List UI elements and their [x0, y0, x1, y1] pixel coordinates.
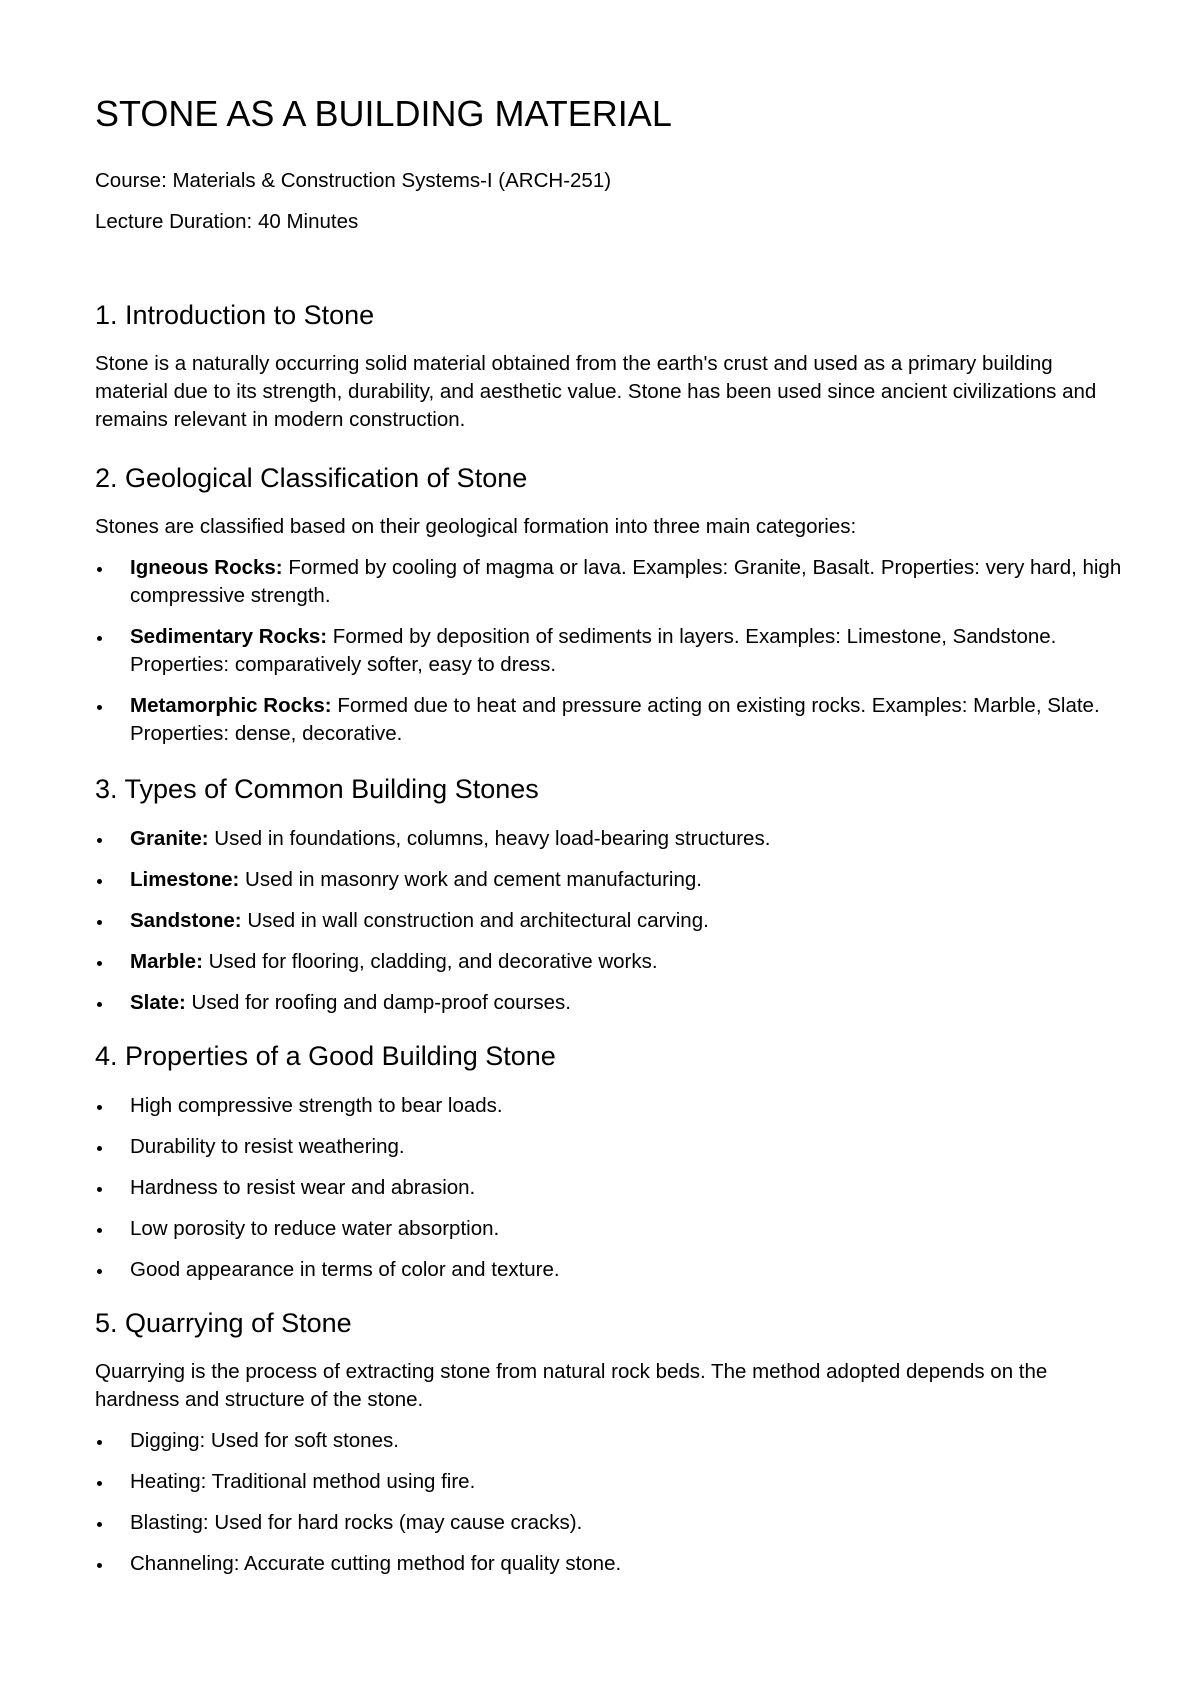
list-item — [95, 623, 1125, 679]
section-heading-types: 3. Types of Common Building Stones — [95, 774, 539, 804]
list-item — [95, 866, 1125, 894]
list-item — [95, 1509, 1125, 1537]
list-item-text: Used in masonry work and cement manufacturing. — [239, 868, 702, 891]
list-item — [95, 948, 1125, 976]
list-item — [95, 1427, 1125, 1455]
section-paragraph-quarrying: Quarrying is the process of extracting stone from natural rock beds. The method adopted depends on the hardness and structure of the stone. — [95, 1360, 1048, 1411]
bullet-icon — [97, 1563, 102, 1568]
list-item-text: Good appearance in terms of color and texture. — [130, 1258, 560, 1281]
bullet-icon — [97, 1187, 102, 1192]
properties-list — [95, 1092, 1125, 1297]
list-item-text: Digging: Used for soft stones. — [130, 1429, 399, 1452]
list-item-term: Granite: — [130, 827, 209, 850]
bullet-icon — [97, 1522, 102, 1527]
section-heading-quarrying: 5. Quarrying of Stone — [95, 1308, 352, 1338]
list-item — [95, 989, 1125, 1017]
list-item-term: Sandstone: — [130, 909, 242, 932]
bullet-icon — [97, 838, 102, 843]
bullet-icon — [97, 920, 102, 925]
section-paragraph-introduction: Stone is a naturally occurring solid material obtained from the earth's crust and used as a primary building material due to its strength, durability, and aesthetic value. Stone has been used since ancient civilizations and remains relevant in modern construction. — [95, 352, 1097, 431]
list-item — [95, 825, 1125, 853]
types-list — [95, 825, 1125, 1030]
list-item — [95, 1468, 1125, 1496]
document-title: STONE AS A BUILDING MATERIAL — [95, 93, 672, 134]
list-item-text: Durability to resist weathering. — [130, 1135, 405, 1158]
list-item-text: Used for flooring, cladding, and decorative works. — [202, 950, 658, 973]
list-item — [95, 554, 1125, 610]
list-item — [95, 692, 1125, 748]
list-item — [95, 1092, 1125, 1120]
list-item-text: Formed by cooling of magma or lava. Examples: Granite, Basalt. Properties: very hard, high compressive strength. — [130, 556, 1122, 607]
bullet-icon — [97, 1105, 102, 1110]
course-line: Course: Materials & Construction Systems-I (ARCH-251) — [95, 169, 612, 192]
bullet-icon — [97, 1440, 102, 1445]
list-item-text: Formed by deposition of sediments in layers. Examples: Limestone, Sandstone. Properties: comparatively softer, easy to dress. — [130, 625, 1057, 676]
list-item-text: Blasting: Used for hard rocks (may cause cracks). — [130, 1511, 583, 1534]
bullet-icon — [97, 1002, 102, 1007]
list-item-text: Channeling: Accurate cutting method for quality stone. — [130, 1552, 622, 1575]
classification-list — [95, 554, 1125, 761]
section-heading-introduction: 1. Introduction to Stone — [95, 300, 375, 330]
list-item-text: Used in foundations, columns, heavy load-bearing structures. — [208, 827, 771, 850]
list-item-text: High compressive strength to bear loads. — [130, 1094, 503, 1117]
list-item-term: Slate: — [130, 991, 186, 1014]
list-item-text: Hardness to resist wear and abrasion. — [130, 1176, 476, 1199]
quarrying-list — [95, 1427, 1125, 1591]
list-item — [95, 1550, 1125, 1578]
list-item-term: Sedimentary Rocks: — [130, 625, 328, 648]
list-item — [95, 1133, 1125, 1161]
bullet-icon — [97, 1269, 102, 1274]
list-item-text: Used in wall construction and architectural carving. — [241, 909, 709, 932]
bullet-icon — [97, 705, 102, 710]
list-item-text: Heating: Traditional method using fire. — [130, 1470, 476, 1493]
bullet-icon — [97, 961, 102, 966]
list-item-text: Formed due to heat and pressure acting on existing rocks. Examples: Marble, Slate. Properties: dense, decorative. — [130, 694, 1100, 745]
list-item-text: Low porosity to reduce water absorption. — [130, 1217, 500, 1240]
list-item-text: Used for roofing and damp-proof courses. — [185, 991, 571, 1014]
bullet-icon — [97, 1146, 102, 1151]
bullet-icon — [97, 636, 102, 641]
list-item — [95, 1215, 1125, 1243]
bullet-icon — [97, 879, 102, 884]
bullet-icon — [97, 1228, 102, 1233]
list-item-term: Igneous Rocks: — [130, 556, 283, 579]
list-item — [95, 907, 1125, 935]
list-item-term: Limestone: — [130, 868, 240, 891]
section-heading-classification: 2. Geological Classification of Stone — [95, 463, 528, 493]
bullet-icon — [97, 567, 102, 572]
duration-line: Lecture Duration: 40 Minutes — [95, 210, 359, 233]
section-heading-properties: 4. Properties of a Good Building Stone — [95, 1041, 556, 1071]
list-item-term: Marble: — [130, 950, 203, 973]
section-paragraph-classification: Stones are classified based on their geological formation into three main categories: — [95, 515, 857, 538]
bullet-icon — [97, 1481, 102, 1486]
list-item — [95, 1174, 1125, 1202]
list-item-term: Metamorphic Rocks: — [130, 694, 332, 717]
list-item — [95, 1256, 1125, 1284]
